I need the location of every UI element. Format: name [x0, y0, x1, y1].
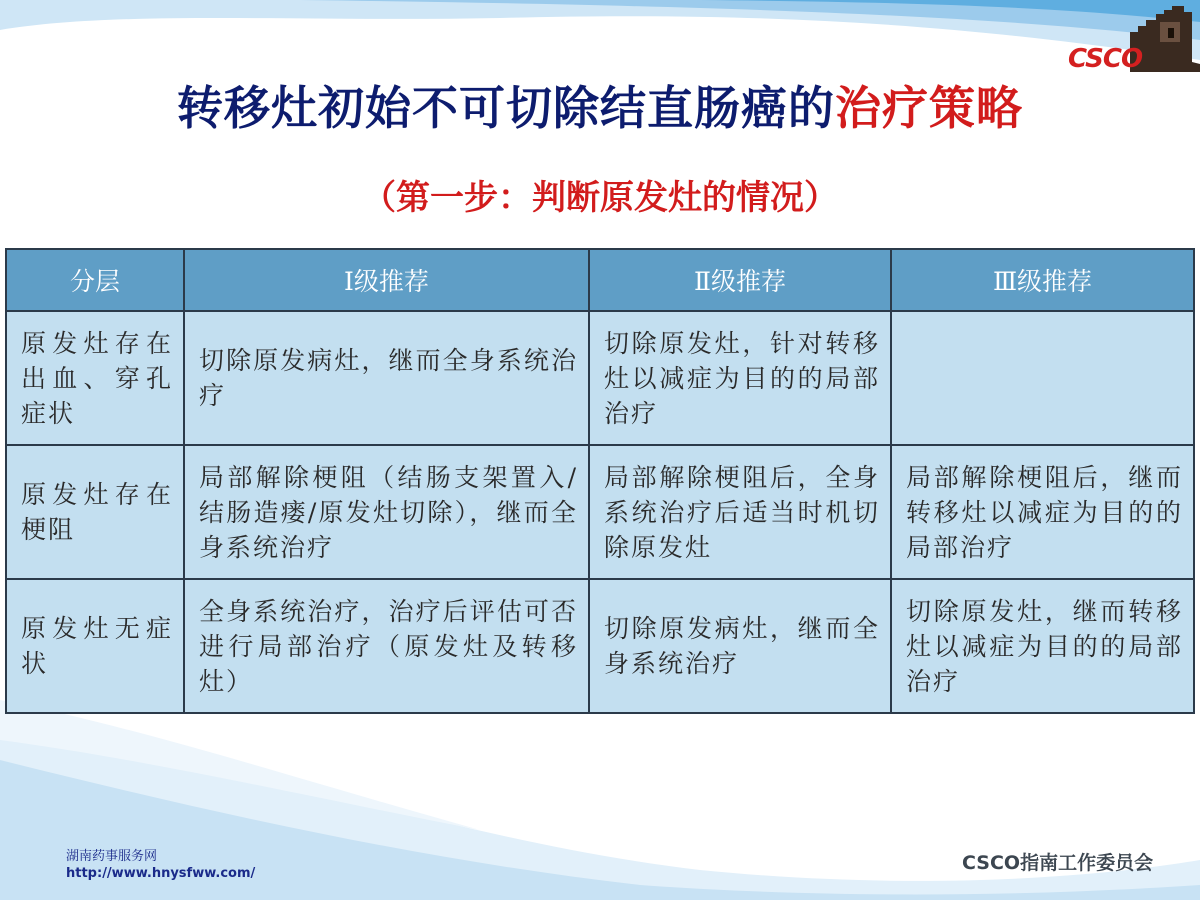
cell-level-3: 切除原发灶，继而转移灶以减症为目的的局部治疗: [891, 579, 1194, 713]
footer-site-url[interactable]: http://www.hnysfww.com/: [66, 866, 256, 881]
header-level-1: Ⅰ级推荐: [184, 249, 589, 311]
footer-committee: CSCO指南工作委员会: [962, 852, 1154, 874]
table-row: [6, 579, 1194, 713]
cell-level-2: 切除原发病灶，继而全身系统治疗: [589, 579, 891, 713]
table-row: [6, 311, 1194, 445]
cell-stratum: 原发灶无症状: [6, 579, 184, 713]
cell-level-1: 局部解除梗阻（结肠支架置入/结肠造瘘/原发灶切除），继而全身系统治疗: [184, 445, 589, 579]
page-title: [0, 72, 1200, 138]
csco-logo-text: CSCO: [1068, 44, 1143, 74]
cell-level-3: [891, 311, 1194, 445]
cell-level-2: 局部解除梗阻后，全身系统治疗后适当时机切除原发灶: [589, 445, 891, 579]
title-highlight: 治疗策略: [835, 81, 1023, 135]
table-row: [6, 445, 1194, 579]
cell-stratum: 原发灶存在梗阻: [6, 445, 184, 579]
footer-site-name: 湖南药事服务网: [66, 849, 158, 864]
table-header-row: [6, 249, 1194, 311]
recommendation-table: [5, 248, 1195, 714]
header-stratum: 分层: [6, 249, 184, 311]
footer-site-info: [66, 848, 255, 882]
page-subtitle: （第一步：判断原发灶的情况）: [362, 178, 838, 218]
header-level-3: Ⅲ级推荐: [891, 249, 1194, 311]
cell-stratum: 原发灶存在出血、穿孔症状: [6, 311, 184, 445]
cell-level-1: 全身系统治疗，治疗后评估可否进行局部治疗（原发灶及转移灶）: [184, 579, 589, 713]
cell-level-2: 切除原发灶，针对转移灶以减症为目的的局部治疗: [589, 311, 891, 445]
title-main: 转移灶初始不可切除结直肠癌的: [177, 81, 835, 135]
header-level-2: Ⅱ级推荐: [589, 249, 891, 311]
cell-level-1: 切除原发病灶，继而全身系统治疗: [184, 311, 589, 445]
cell-level-3: 局部解除梗阻后，继而转移灶以减症为目的的局部治疗: [891, 445, 1194, 579]
